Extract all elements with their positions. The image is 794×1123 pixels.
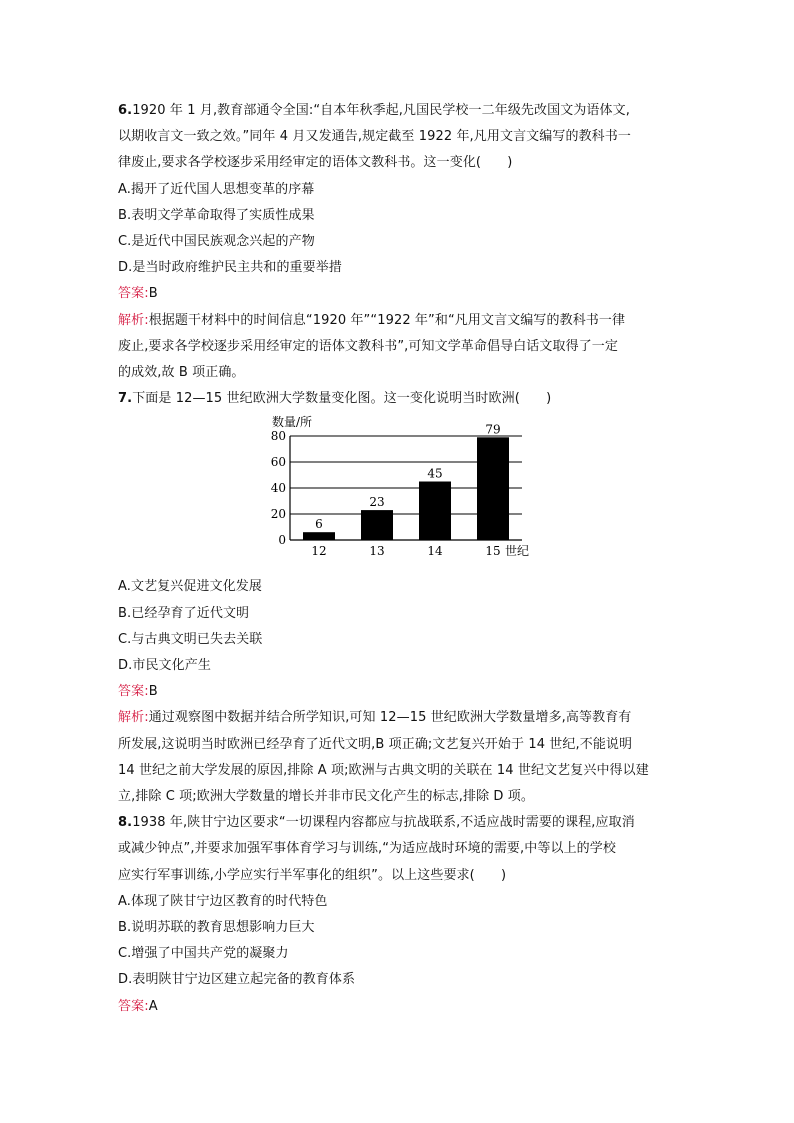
bar-chart	[266, 416, 678, 564]
question-number: 6.	[118, 103, 133, 118]
option-b: B.已经孕育了近代文明	[118, 605, 250, 621]
option-a: A.体现了陕甘宁边区教育的时代特色	[118, 893, 328, 909]
x-axis-label: 世纪	[505, 544, 530, 559]
analysis-line: 所发展,这说明当时欧洲已经孕育了近代文明,B 项正确;文艺复兴开始于 14 世纪,不能说明	[118, 736, 633, 752]
option-d: D.市民文化产生	[118, 658, 211, 674]
option-c: C.是近代中国民族观念兴起的产物	[118, 234, 315, 250]
question-6	[118, 98, 678, 386]
question-7	[118, 386, 678, 810]
bar-data-label: 79	[485, 422, 501, 437]
question-stem-line: 应实行军事训练,小学应实行半军事化的组织”。以上这些要求( )	[118, 867, 507, 883]
analysis-line: 废止,要求各学校逐步采用经审定的语体文教科书”,可知文学革命倡导白话文取得了一定	[118, 338, 618, 354]
bar	[419, 482, 451, 541]
document-page	[118, 98, 678, 1020]
analysis-line: 14 世纪之前大学发展的原因,排除 A 项;欧洲与古典文明的关联在 14 世纪文艺复兴中得以建	[118, 762, 649, 778]
question-stem-line: 律废止,要求各学校逐步采用经审定的语体文教科书。这一变化( )	[118, 155, 513, 171]
answer-label: 答案:	[118, 286, 149, 302]
analysis-line: 的成效,故 B 项正确。	[118, 365, 245, 381]
bar	[303, 533, 335, 541]
y-tick-label: 80	[270, 429, 286, 444]
answer-value: B	[148, 286, 158, 302]
y-axis-label: 数量/所	[272, 415, 313, 430]
option-c: C.与古典文明已失去关联	[118, 631, 263, 647]
question-8	[118, 810, 678, 1020]
option-d: D.是当时政府维护民主共和的重要举措	[118, 260, 342, 276]
answer	[118, 994, 678, 1020]
option-a: A.揭开了近代国人思想变革的序幕	[118, 181, 315, 197]
question-stem-line: 下面是 12—15 世纪欧洲大学数量变化图。这一变化说明当时欧洲( )	[132, 391, 552, 407]
question-number: 7.	[118, 391, 133, 407]
analysis-line: 立,排除 C 项;欧洲大学数量的增长并非市民文化产生的标志,排除 D 项。	[118, 789, 534, 805]
question-stem-line: 以期收言文一致之效。”同年 4 月又发通告,规定截至 1922 年,凡用文言文编写的教科书一	[118, 129, 631, 145]
y-tick-label: 40	[270, 481, 286, 496]
answer-label: 答案:	[118, 684, 149, 700]
bar-data-label: 45	[427, 466, 443, 481]
answer-value: B	[148, 684, 158, 700]
bar	[361, 511, 393, 541]
analysis-line: 根据题干材料中的时间信息“1920 年”“1922 年”和“凡用文言文编写的教科书一律	[148, 312, 626, 328]
y-tick-label: 60	[270, 455, 286, 470]
analysis-label: 解析:	[118, 312, 149, 328]
x-tick-label: 13	[369, 544, 385, 559]
question-number: 8.	[118, 815, 133, 831]
bar-data-label: 23	[369, 495, 385, 510]
question-stem-line: 1938 年,陕甘宁边区要求“一切课程内容都应与抗战联系,不适应战时需要的课程,应取消	[132, 815, 635, 831]
bar-chart-svg	[266, 415, 530, 564]
answer	[118, 281, 678, 307]
option-d: D.表明陕甘宁边区建立起完备的教育体系	[118, 972, 356, 988]
option-a: A.文艺复兴促进文化发展	[118, 579, 262, 595]
answer	[118, 679, 678, 705]
question-stem-line: 1920 年 1 月,教育部通令全国:“自本年秋季起,凡国民学校一二年级先改国文为语体文,	[132, 103, 630, 118]
option-c: C.增强了中国共产党的凝聚力	[118, 946, 289, 962]
x-tick-label: 15	[485, 544, 501, 559]
bar	[477, 438, 509, 541]
option-b: B.表明文学革命取得了实质性成果	[118, 207, 315, 223]
y-tick-label: 0	[278, 533, 286, 548]
option-b: B.说明苏联的教育思想影响力巨大	[118, 920, 315, 936]
analysis-label: 解析:	[118, 710, 149, 726]
x-tick-label: 12	[311, 544, 327, 559]
answer-value: A	[148, 998, 158, 1014]
x-tick-label: 14	[427, 544, 443, 559]
answer-label: 答案:	[118, 998, 149, 1014]
y-tick-label: 20	[270, 507, 286, 522]
bar-data-label: 6	[315, 517, 323, 532]
question-stem-line: 或减少钟点”,并要求加强军事体育学习与训练,“为适应战时环境的需要,中等以上的学校	[118, 841, 616, 857]
analysis-line: 通过观察图中数据并结合所学知识,可知 12—15 世纪欧洲大学数量增多,高等教育有	[148, 710, 632, 726]
